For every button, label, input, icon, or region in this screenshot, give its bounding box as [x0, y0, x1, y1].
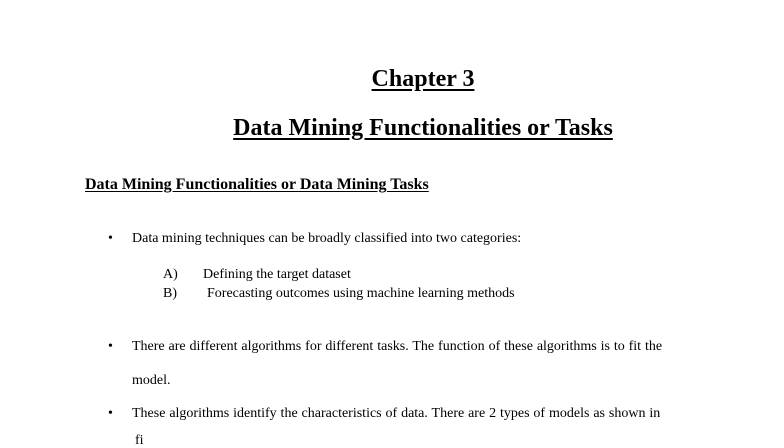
- bullet-point: •: [108, 231, 113, 246]
- list-item-letter: B): [163, 286, 177, 301]
- cutoff-text-fragment: fi: [135, 433, 144, 448]
- bullet-point: •: [108, 339, 113, 354]
- bullet-text-continuation: model.: [132, 373, 171, 388]
- list-item-text: Forecasting outcomes using machine learning methods: [207, 286, 515, 301]
- list-item-text: Defining the target dataset: [203, 267, 351, 282]
- page-title: Data Mining Functionalities or Tasks: [233, 115, 613, 141]
- bullet-text: There are different algorithms for different tasks. The function of these algorithms is to fit the: [132, 339, 663, 354]
- bullet-text: These algorithms identify the characteristics of data. There are 2 types of models as shown in: [132, 406, 661, 421]
- section-heading: Data Mining Functionalities or Data Mining Tasks: [85, 176, 429, 193]
- bullet-text: Data mining techniques can be broadly classified into two categories:: [132, 231, 522, 246]
- list-item-letter: A): [163, 267, 178, 282]
- bullet-point: •: [108, 406, 113, 421]
- chapter-title: Chapter 3: [371, 66, 475, 92]
